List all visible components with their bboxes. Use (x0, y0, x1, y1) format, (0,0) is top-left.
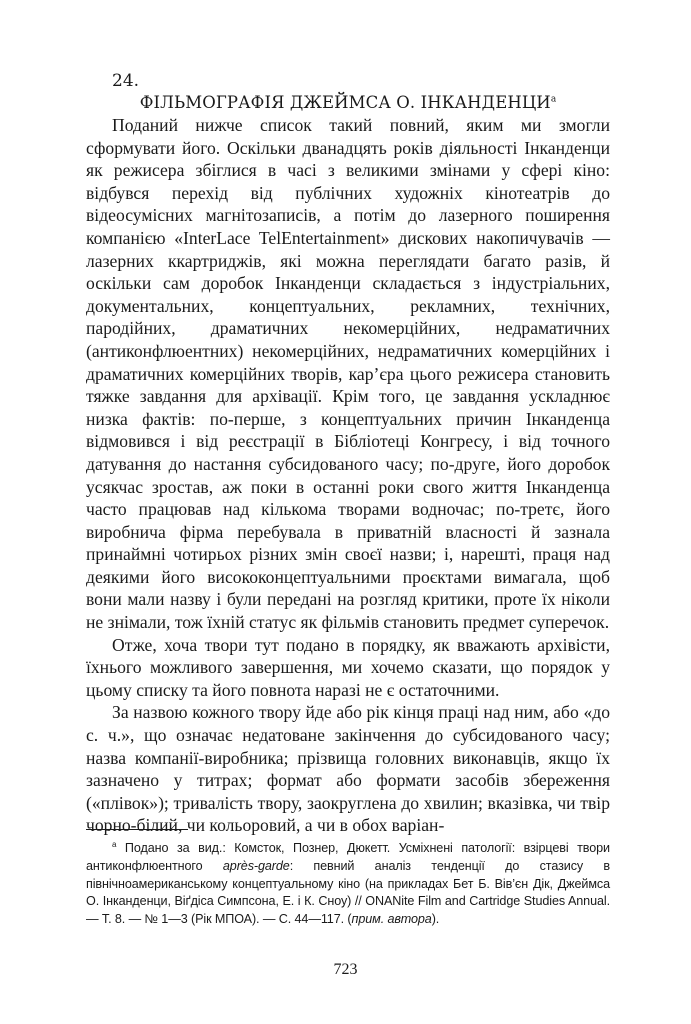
page-number: 723 (333, 961, 358, 978)
footnote (86, 840, 610, 929)
footnote-marker: a (112, 839, 117, 849)
paragraph: Поданий нижче список такий повний, яким ми змогли сформувати його. Оскільки дванадцять років діяльності Інканденци як режисера збіглися в часі з великими змінами у сфері кіно: відбувся перехід від публічних художніх кінотеатрів до відеосумісних магнітозаписів, а потім до лазерного поширення компанією «InterLace TelEntertainment» дискових накопичувачів — лазерних ккартриджів, які можна переглядати багато разів, й оскільки сам доробок Інканденци складається з індустріальних, документальних, концептуальних, рекламних, технічних, пародійних, драматичних некомерційних, недраматичних (антиконфлюентних) некомерційних, недраматичних комерційних і драматичних комерційних творів, кар’єра цього режисера становить тяжке завдання для архівації. Крім того, це завдання ускладнює низка фактів: по-перше, з концептуальних причин Інканденца відмовився і від реєстрації в Бібліотеці Конгресу, і від точного датування до настання субсидованого часу; по-друге, його доробок усякчас зростав, аж поки в останні роки свого життя Інканденца часто працював над кількома творами водночас; по-третє, його виробнича фірма перебувала в приватній власності й зазнала принаймні чотирьох різних змін своєї назви; і, нарешті, праця над деякими його висококонцептуальними проєктами вимагала, щоб вони мали назву і були передані на розгляд критики, проте їх ніколи не знімали, тож їхній статус як фільмів становить предмет суперечок. (86, 115, 610, 633)
footnote-divider (86, 829, 188, 830)
chapter-number: 24. (112, 71, 140, 91)
chapter-title (86, 92, 610, 114)
footnote-text: Подано за вид.: Комсток, Познер, Дюкетт. Усміхнені патології: взірцеві твори антиконфлюентного (86, 841, 610, 873)
page-body (86, 70, 610, 837)
paragraph: За назвою кожного твору йде або рік кінця праці над ним, або «до с. ч.», що означає недатоване закінчення до субсидованого часу; назва компанії-виробника; прізвища головних виконавців, якщо їх зазначено у титрах; формат або формати засобів збереження («плівок»); тривалість твору, заокруглена до хвилин; вказівка, чи твір чорно-білий, чи кольоровий, а чи в обох варіан- (86, 702, 610, 836)
chapter-title-text: ФІЛЬМОГРАФІЯ ДЖЕЙМСА О. ІНКАНДЕНЦИ (139, 93, 551, 112)
footnote-text: ). (431, 912, 440, 927)
footnote-text: : певний аналіз тенденції до стазису в північноамериканському концептуальному кіно (на прикладах Бет Б. Вів’єн Дік, Джеймса О. Інканденци, Віґдіса Симпсона, Е. і К. Сноу) // ONANite Film and Cartridge Studies Annual. — Т. 8. — № 1—3 (Рік МПОА). — С. 44—117. ( (86, 858, 610, 927)
body-text (86, 114, 610, 837)
paragraph: Отже, хоча твори тут подано в порядку, як вважають архівісти, їхнього можливого завершення, ми хочемо сказати, що порядок у цьому списку та його повнота наразі не є остаточними. (86, 634, 610, 700)
footnote-italic: après-garde (222, 858, 290, 873)
footnote-italic: прим. автора (351, 912, 432, 927)
footnote-reference[interactable]: a (550, 94, 557, 105)
